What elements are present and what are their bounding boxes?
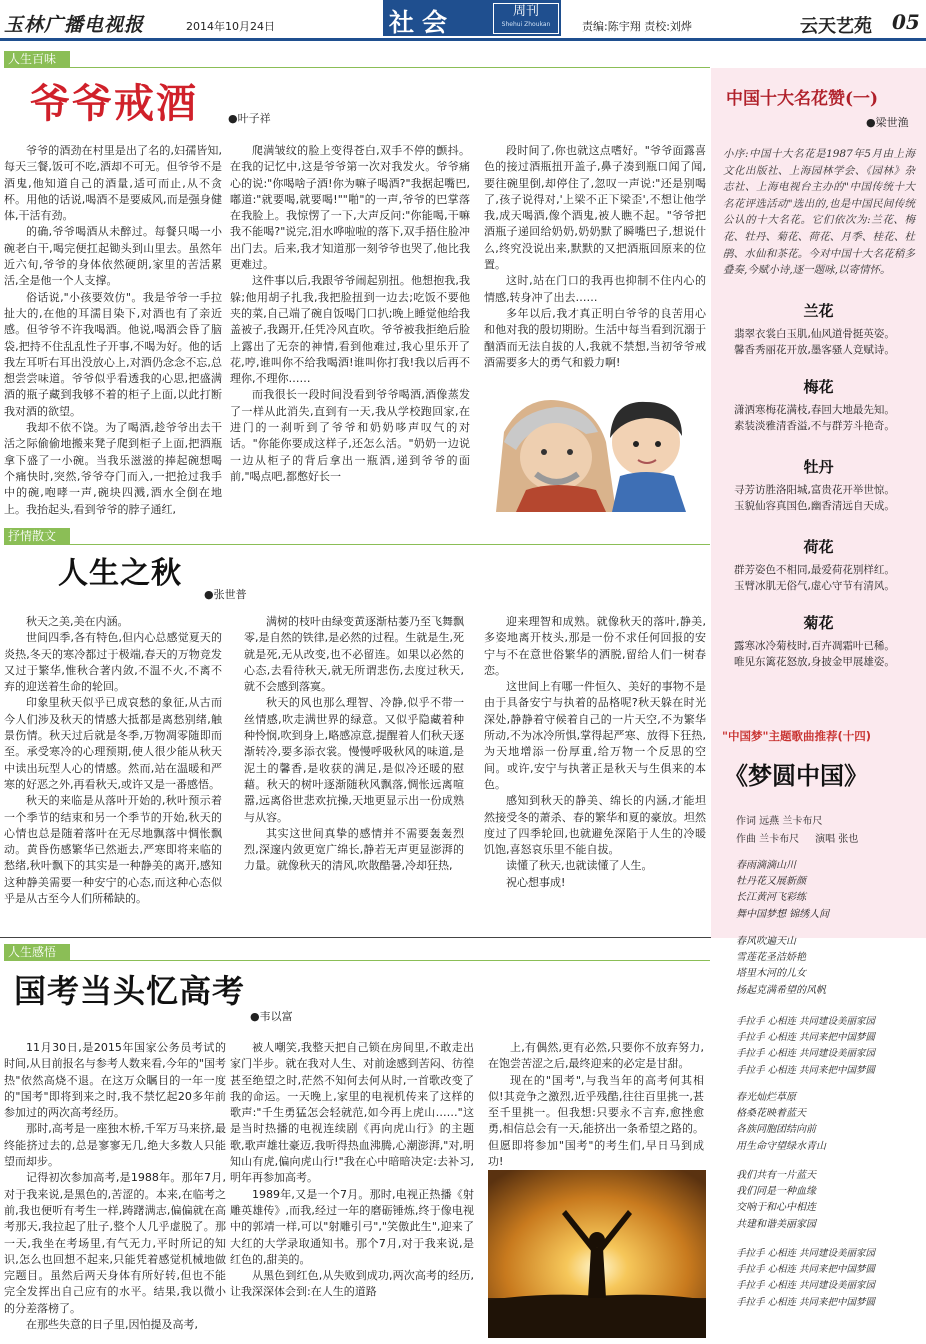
lyric-line: 春风吹遍天山 [736, 936, 796, 947]
article2-col2 [244, 614, 464, 926]
section-tag-3: 人生感悟 [4, 944, 70, 961]
column-name: 云天艺苑 [800, 16, 872, 37]
article3-col3 [488, 1040, 704, 1170]
paragraph: 秋天的风也那么理智、冷静,似乎不带一丝情感,吹走满世界的绿意。又似乎隐藏着种种怜悯,吹到身上,略感凉意,提醒着人们秋天逐渐转冷,要多添衣裳。慢慢呼吸秋风的味道,是泥土的馨香,是收获的满足,是似冷还暖的慰藉。秋天的树叶逐渐随秋风飘落,惆怅远离喧嚣,远离俗世悲欢抗操,天地更显示出一份成熟与从容。 [244, 696, 464, 824]
paragraph: 祝心想事成! [506, 875, 566, 889]
lyric-line: 共建和谐美丽家园 [736, 1218, 816, 1230]
article1-byline: ●叶子祥 [228, 112, 271, 125]
editors: 责编:陈宇翔 责校:刘烨 [582, 20, 692, 33]
poem-line: 素装淡雅清香溢,不与群芳斗艳奇。 [734, 420, 895, 432]
masthead-rule [0, 38, 926, 41]
song-stanza-1 [736, 858, 829, 923]
lyric-line: 春光灿烂草原 [736, 1092, 796, 1103]
sidebar-title: 中国十大名花赞(一) [726, 89, 879, 109]
paragraph: 迎来理智和成熟。就像秋天的落叶,静美,多姿地离开枝头,那是一份不求任何回报的安宁与不在意世俗繁华的洒脱,留给人们一树春恋。 [484, 615, 706, 677]
paragraph: 这时,站在门口的我再也抑制不住内心的情感,转身冲了出去…… [484, 274, 706, 304]
weekly-box [493, 3, 559, 34]
paragraph: 这世间上有哪一件恒久、美好的事物不是由于具备安宁与执着的品格呢?秋天躲在时光深处,静静着守候着自己的一片天空,不为繁华所动,不为冰冷所惧,掌得起严寒、放得下狂热,为天地增添一份厚重,给万物一个反思的空间。或许,安宁与执著正是秋天与生俱来的本色。 [484, 680, 706, 791]
paragraph: 爷爷的酒劲在村里是出了名的,妇孺皆知,每天三餐,饭可不吃,酒却不可无。但爷爷不是酒鬼,他知道自己的酒量,适可而止,从不贪杯。用他的话说,喝酒不是要威风,而是强身健体,干活有劲。 [4, 144, 222, 223]
lyric-line: 牡丹花又展新颜 [736, 876, 806, 888]
paragraph: 秋天的来临是从落叶开始的,秋叶预示着一个季节的结束和另一个季节的开始,秋天的心情也总是随着落叶在无尽地飘落中惆怅飘动。黄昏伤感繁华已然逝去,严寒即将来临的愁绪,秋叶飘下的其实是一种静美的离开,感知这种静美需要一种安宁的心态,而这种心态似乎是从古至今人们所稀缺的。 [4, 794, 222, 906]
poem-line: 唯见东篱花怒放,身披金甲展雄姿。 [734, 656, 895, 668]
article3-title: 国考当头忆高考 [14, 972, 246, 1010]
song-stanza-2 [736, 934, 826, 999]
section-tag-1: 人生百味 [4, 51, 70, 68]
lyric-line: 手拉手 心相连 共同建设美丽家园 [736, 1248, 876, 1259]
article2-col1 [4, 614, 222, 926]
paragraph: 1989年,又是一个7月。那时,电视正热播《射雕英雄传》,而我,经过一年的磨砺锤炼,终于像电视中的郭靖一样,可以"射雕引弓","笑傲此生",迎来了大红的大学录取通知书。那个7月,对于我来说,是红色的,甜美的。 [230, 1187, 474, 1266]
lyric-line: 手拉手 心相连 共同来把中国梦圆 [736, 1064, 876, 1076]
song-stanza-4 [736, 1168, 816, 1233]
paragraph: 其实这世间真挚的感情并不需要轰轰烈烈,深邃内敛更宽广绵长,静若无声更显澎湃的力量。就像秋天的清风,吹散酷暑,冷却狂热, [244, 826, 464, 873]
article3-byline: ●韦以富 [250, 1010, 293, 1023]
paragraph: 11月30日,是2015年国家公务员考试的时间,从目前报名与参考人数来看,今年的"国考热"依然高烧不退。在这万众瞩目的一年一度的"国考"即将到来之时,我不禁忆起20多年前参加过的两次高考经历。 [4, 1041, 226, 1120]
article2-byline: ●张世普 [204, 588, 247, 601]
section-rule-3 [4, 960, 710, 961]
lyric-line: 雪莲花圣洁娇艳 [736, 952, 806, 964]
lyric-line: 手拉手 心相连 共同来把中国梦圆 [736, 1032, 876, 1044]
paragraph: 俗话说,"小孩要效仿"。我是爷爷一手拉扯大的,在他的耳濡目染下,对酒也有了亲近感。但爷爷不许我喝酒。他说,喝酒会昏了脑袋,把持不住乱乱性子开事,不喝为好。他的话我左耳听右耳出没放心上,对酒仍念念不忘,总想尝尝味道。爷爷似乎看透我的心思,把盛满酒的瓶子藏到我够不着的柜子上面,以此打断我对酒的欲望。 [4, 290, 222, 418]
paragraph: 秋天之美,美在内涵。 [26, 615, 129, 628]
lyric-line: 格桑花映着蓝天 [736, 1108, 806, 1120]
lyric-line: 扬起克满希望的风帆 [736, 984, 826, 996]
paragraph: 那时,高考是一座独木桥,千军万马来挤,最终能挤过去的,总是寥寥无几,绝大多数人只能望而却步。 [4, 1122, 226, 1169]
paragraph: 而我很长一段时间没看到爷爷喝酒,酒像蒸发了一样从此消失,直到有一天,我从学校跑回家,在进门的一刹听到了爷爷和奶奶哆声叹气的对话。"你能你要成这样子,还怎么活。"奶奶一边说一边从柜子的背后拿出一瓶酒,递到爷爷的面前,"喝点吧,都憋好长一 [230, 388, 470, 483]
poem-line: 翡翠衣裳白玉肌,仙风道骨挺英姿。 [734, 328, 895, 340]
flower-poem-lotus [734, 562, 914, 594]
song-header: "中国梦"主题歌曲推荐(十四) [722, 729, 871, 743]
paragraph: 现在的"国考",与我当年的高考何其相似!其竞争之激烈,近乎残酷,往往百里挑一,甚至千里挑一。但我想:只要永不言弃,愈挫愈勇,相信总会有一天,能挤出一条希望之路的。但愿即将参加"国考"的考生们,早日马到成功! [488, 1073, 704, 1169]
song-stanza-3 [736, 1090, 826, 1155]
paragraph: 世间四季,各有特色,但内心总感觉夏天的炎热,冬天的寒冷都过于极端,春天的万物竞发又过于繁华,惟秋合著内敛,不温不火,不离不弃的迎送着生命的轮回。 [4, 631, 222, 694]
lyric-line: 手拉手 心相连 共同建设美丽家园 [736, 1280, 876, 1292]
section-tag-2: 抒情散文 [4, 528, 70, 545]
song-title: 《梦圆中国》 [724, 761, 868, 790]
lyric-line: 用生命守望绿水青山 [736, 1140, 826, 1152]
paragraph: 多年以后,我才真正明白爷爷的良苦用心和他对我的殷切期盼。生活中每当看到沉溺于酗酒而无法自拔的人,我就不禁想,当初爷爷戒酒需要多大的勇气和毅力啊! [484, 306, 706, 369]
lyric-line: 交响于和心中相连 [736, 1202, 816, 1214]
song-credits-2: 作曲 兰卡布尺 演唱 张也 [736, 834, 859, 845]
poem-line: 寻芳访胜洛阳城,富贵花开举世惊。 [734, 484, 895, 496]
section-rule-1 [4, 67, 710, 68]
section-rule-2 [4, 544, 710, 545]
flower-poem-orchid [734, 326, 914, 358]
song-chorus-1 [736, 1014, 875, 1079]
paragraph: 印象里秋天似乎已成哀愁的象征,从古而今人们涉及秋天的情感大抵都是离愁别绪,触景伤情。秋天过后就是冬季,万物凋零随即而至。承受寒冷的心理预期,使人很少能从秋天中读出玩型人心的情感。然而,站在温暖和严寒的好恶之外,再看秋天,或许又是一番感悟。 [4, 696, 222, 791]
lyric-line: 春雨滴滴山川 [736, 860, 796, 871]
article1-col2 [230, 143, 470, 503]
poem-line: 露寒冰冷菊枝时,百卉凋霜叶已稀。 [734, 640, 895, 652]
section-logo [383, 0, 561, 36]
paragraph: 记得初次参加高考,是1988年。那年7月,对于我来说,是黑色的,苦涩的。本来,在临考之前,我也便听有考生一样,踌躇满志,偏偏就在高考那天,我拉起了肚子,整个人几乎虚脱了。那一天,我坐在考场里,有气无力,平时所记的知识,怎么也回想不起来,只能凭着感觉机械地做完题目。虽然后两天身体有所好转,但也不能完全发挥出自己应有的水平。结果,我以微小的分差落榜了。 [4, 1171, 226, 1315]
masthead [0, 0, 926, 40]
paragraph: 上,有偶然,更有必然,只要你不放弃努力,在饱尝苦涩之后,最终迎来的必定是甘甜。 [488, 1041, 704, 1071]
flower-poem-peony [734, 482, 914, 514]
song-chorus-2 [736, 1246, 875, 1311]
paragraph: 这件事以后,我跟爷爷闹起别扭。他想抱我,我躲;他用胡子扎我,我把脸扭到一边去;吃饭不要他夹的菜,自己端了碗自饭喝门口扒;晚上睡觉他给我盖被子,我踢开,任凭冷风直吹。爷爷被我拒绝后脸上露出了无奈的神情,看到他难过,我心里乐开了花,哼,谁叫你不给我喝酒!谁叫你打我!我以后再不理你,不理你…… [230, 274, 470, 386]
weekly-label: 周刊 [512, 4, 539, 19]
lyric-line: 我们共有一片蓝天 [736, 1170, 816, 1181]
paragraph: 读懂了秋天,也就读懂了人生。 [506, 859, 653, 873]
lyric-line: 手拉手 心相连 共同建设美丽家园 [736, 1016, 876, 1027]
poem-line: 玉貌仙容真国色,幽香清远自天成。 [734, 500, 895, 512]
weekly-sub: Shehui Zhoukan [501, 21, 551, 28]
poem-line: 群芳姿色不相同,最爱荷花别样红。 [734, 564, 895, 576]
paragraph: 满树的枝叶由绿变黄逐渐枯萎乃至飞舞飘零,是自然的铁律,是必然的过程。生就是生,死就是死,无从改变,也不必留连。如果以必然的心态,去看待秋天,就无所谓悲伤,去度过秋天,就不会感到落寞。 [244, 615, 464, 694]
lyric-line: 各族同胞团结向前 [736, 1124, 816, 1136]
lyric-line: 我们同是一种血缘 [736, 1186, 816, 1198]
lyric-line: 长江黄河飞彩练 [736, 892, 806, 904]
article3-col2 [230, 1040, 474, 1340]
paragraph: 我却不依不饶。为了喝酒,趁爷爷出去干活之际偷偷地搬来凳子爬到柜子上面,把酒瓶拿下盛了一小碗。当我乐滋滋的捧起碗想喝个痛快时,突然,爷爷夺门而入,一把抢过我手中的碗,咆哮一声,碗块四溅,酒水全倒在地上。我抬起头,看到爷爷的脖子通红, [4, 421, 222, 516]
flower-title-plum: 梅花 [803, 378, 834, 396]
paragraph: 段时间了,你也就这点嗜好。"爷爷面露喜色的接过酒瓶扭开盖子,鼻子凑到瓶口闻了闻,要往碗里倒,却停住了,忽叹一声说:"还是别喝了,孩子说得对,'上梁不正下梁歪',不想让他学我,成天喝酒,像个酒鬼,被人瞧不起。"爷爷把酒瓶子递回给奶奶,奶奶默了瞬嘴巴子,想说什么,终究没说出来,默默的又把酒瓶回原来的位置。 [484, 144, 706, 272]
song-credits-1: 作词 远燕 兰卡布尺 [736, 816, 823, 827]
poem-line: 馨香秀丽花开放,墨客骚人竞赋诗。 [734, 344, 895, 356]
sidebar-intro: 小序:中国十大名花是1987年5月由上海文化出版社、上海园林学会、《园林》杂志社、上海电视台主办的"中国传统十大名花评选活动"选出的,也是中国民间传统公认的十大名花。它们依次为:兰花、梅花、牡丹、菊花、荷花、月季、桂花、杜鹃、水仙和茶花。今对中国十大名花稍多叠奏,今赋小诗,逐一题咏,以寄情怀。 [723, 148, 915, 277]
article1-col3 [484, 143, 706, 373]
page-number: 05 [892, 10, 920, 34]
flower-title-orchid: 兰花 [803, 302, 834, 320]
lyric-line: 手拉手 心相连 共同来把中国梦圆 [736, 1264, 876, 1276]
lyric-line: 手拉手 心相连 共同来把中国梦圆 [736, 1296, 876, 1308]
paragraph: 爬满皱纹的脸上变得苍白,双手不停的颤抖。在我的记忆中,这是爷爷第一次对我发火。爷爷痛心的说:"你喝啥子酒!你为嘛子喝酒?"我据起嘴巴,嘟道:"就要喝,就要喝!""啪"的一声,爷爷的巴掌落在我脸上。我惊愣了一下,大声反问:"你能喝,干嘛我不能喝?"说完,泪水哗啦啦的落下,双手捂住脸冲出门去。后来,我才知道那一刻爷爷也哭了,他比我更难过。 [230, 144, 470, 272]
grandpa-child-illustration [486, 372, 710, 512]
paragraph: 的确,爷爷喝酒从未醉过。每餐只喝一小碗老白干,喝完便扛起锄头到山里去。虽然年近六旬,爷爷的身体依然硬朗,家里的苦活累活,全是他一个人支撑。 [4, 225, 222, 288]
paragraph: 在那些失意的日子里,因怕提及高考, [26, 1318, 198, 1332]
sidebar-byline: ●梁世渔 [866, 116, 909, 129]
article3-col1 [4, 1040, 226, 1340]
flower-title-lotus: 荷花 [803, 538, 834, 556]
sunset-photo [488, 1170, 706, 1338]
issue-date: 2014年10月24日 [186, 20, 275, 33]
lyric-line: 手拉手 心相连 共同建设美丽家园 [736, 1048, 876, 1060]
flower-title-chrysanthemum: 菊花 [803, 614, 834, 632]
section-logo-text: 社会 [389, 8, 456, 37]
flower-title-peony: 牡丹 [803, 458, 834, 476]
paragraph: 感知到秋天的静美、绵长的内涵,才能坦然接受冬的萧杀、春的繁华和夏的豪放。坦然度过了四季轮回,也就避免深陷于人生的冷暖饥饱,喜怒哀乐里不能自拔。 [484, 794, 706, 857]
poem-line: 潇洒寒梅花满枝,春回大地最先知。 [734, 404, 895, 416]
paper-name: 玉林广播电视报 [4, 14, 145, 36]
lyric-line: 舞中国梦想 锦绣人间 [736, 908, 830, 920]
flower-poem-plum [734, 402, 914, 434]
article1-col1 [4, 143, 222, 516]
flower-poem-chrysanthemum [734, 638, 914, 670]
lyric-line: 塔里木河的儿女 [736, 968, 806, 980]
article2-title: 人生之秋 [58, 556, 182, 591]
article2-col3 [484, 614, 706, 926]
poem-line: 玉臂冰肌无俗气,虚心守节有清风。 [734, 580, 895, 592]
paragraph: 被人嘲笑,我整天把自己锁在房间里,不敢走出家门半步。就在我对人生、对前途感到苦闷、彷徨甚至绝望之时,茫然不知何去何从时,一首歌改变了我的命运。一天晚上,家里的电视机传来了这样的歌声:"千生勇猛怎会轻就范,如今再上虎山……"这是当时热播的电视连续剧《再向虎山行》的主题歌,歌声雄壮豪迈,我听得热血沸腾,心潮澎湃,"对,明知山有虎,偏向虎山行!"我在心中暗暗决定:去补习,明年再参加高考。 [230, 1041, 474, 1185]
article1-title: 爷爷戒酒 [30, 80, 198, 127]
paragraph: 从黑色到红色,从失败到成功,两次高考的经历,让我深深体会到:在人生的道路 [230, 1269, 474, 1299]
